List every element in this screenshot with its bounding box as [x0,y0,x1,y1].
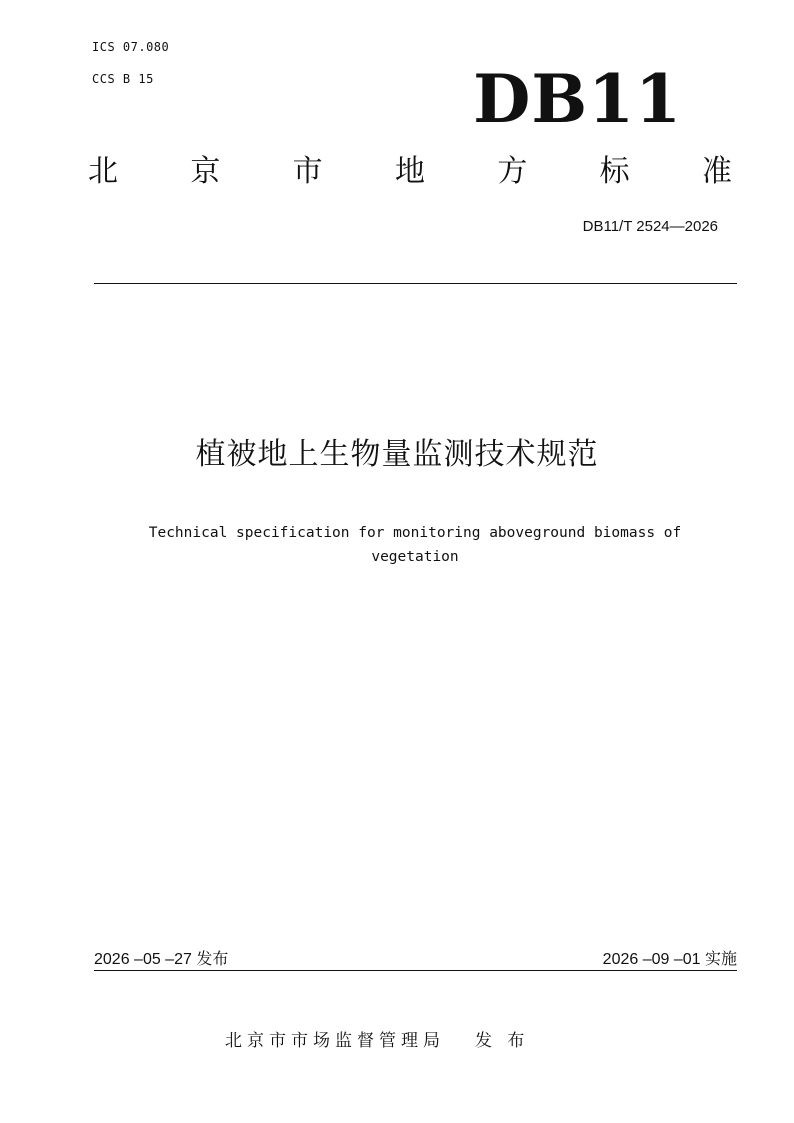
title-en-line-1: Technical specification for monitoring aboveground biomass of [148,525,682,541]
standard-type-char: 准 [701,154,732,189]
standard-type-char: 市 [292,154,323,189]
publisher-line [225,1026,529,1051]
document-title-en [110,521,720,569]
header-divider [94,283,737,284]
standard-type-char: 北 [88,154,118,189]
document-title-zh: 植被地上生物量监测技术规范 [195,437,599,472]
standard-type [88,152,732,192]
db-logo: DB11 [473,60,682,138]
title-en-line-2: vegetation [371,549,459,565]
publisher-name: 北京市市场监督管理局 [225,1031,445,1051]
issue-date: 2026 –05 –27 发布 [94,951,229,968]
ics-code: ICS 07.080 [92,40,170,54]
standard-number: DB11/T 2524—2026 [582,218,718,235]
publish-label: 发 布 [475,1031,530,1051]
standard-type-char: 标 [599,154,630,189]
ccs-code: CCS B 15 [92,72,154,86]
implementation-date: 2026 –09 –01 实施 [602,951,737,968]
standard-type-char: 地 [394,154,425,189]
standard-type-char: 方 [497,154,528,189]
date-divider [94,970,737,971]
standard-type-char: 京 [190,154,221,189]
